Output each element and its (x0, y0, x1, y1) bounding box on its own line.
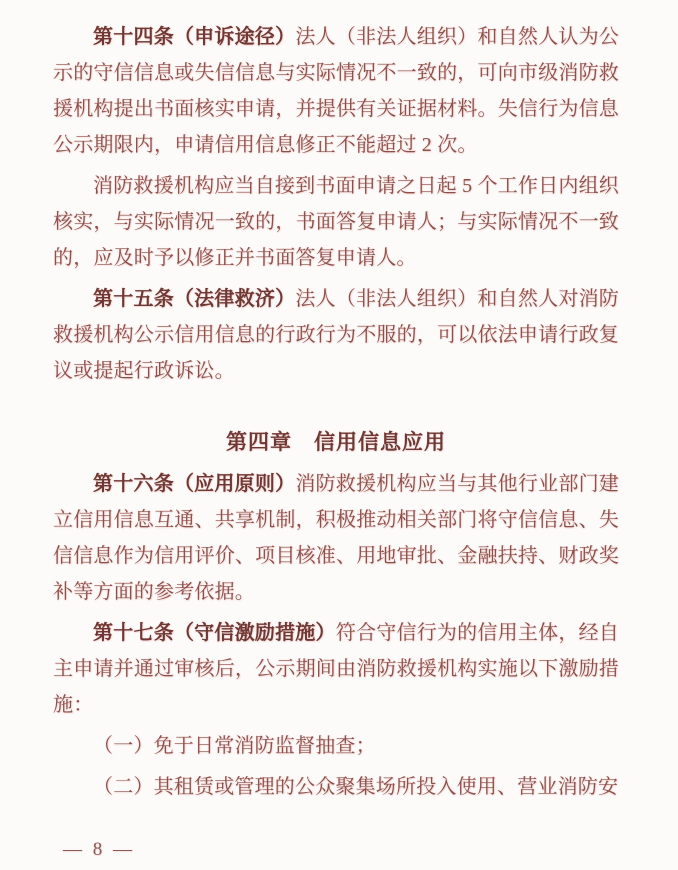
article-14-number: 第十四条（申诉途径） (93, 26, 296, 48)
chapter-4-heading: 第四章 信用信息应用 (226, 431, 446, 454)
article-14-paragraph (53, 19, 619, 163)
article-14-body: 法人（非法人组织）和自然人认为公示的守信信息或失信信息与实际情况不一致的，可向市级消防救援机构提出书面核实申请，并提供有关证据材料。失信行为信息公示期限内，申请信用信息修正不能超过 2 次。 (53, 26, 620, 156)
list-item-2-text: （二）其租赁或管理的公众聚集场所投入使用、营业消防安 (93, 776, 619, 798)
article-15-number: 第十五条（法律救济） (93, 288, 296, 310)
article-16-paragraph (53, 466, 619, 610)
article-15-body: 法人（非法人组织）和自然人对消防救援机构公示信用信息的行政行为不服的，可以依法申请行政复议或提起行政诉讼。 (53, 288, 620, 382)
article-16-number: 第十六条（应用原则） (93, 473, 296, 495)
list-item-1 (53, 728, 619, 764)
page-number: — 8 — (63, 839, 135, 860)
article-17-paragraph (53, 615, 619, 723)
article-17-body: 符合守信行为的信用主体，经自主申请并通过审核后，公示期间由消防救援机构实施以下激励措施： (53, 622, 619, 716)
list-item-1-text: （一）免于日常消防监督抽查； (93, 735, 376, 757)
article-16-body: 消防救援机构应当与其他行业部门建立信用信息互通、共享机制，积极推动相关部门将守信信息、失信信息作为信用评价、项目核准、用地审批、金融扶持、财政奖补等方面的参考依据。 (53, 473, 620, 603)
article-17-number: 第十七条（守信激励措施） (93, 622, 336, 644)
article-14-second-paragraph (53, 168, 619, 276)
list-item-2 (53, 769, 619, 805)
document-text-block (53, 19, 619, 810)
article-15-paragraph (53, 281, 619, 389)
article-14-second-body: 消防救援机构应当自接到书面申请之日起 5 个工作日内组织核实，与实际情况一致的，书面答复申请人；与实际情况不一致的，应及时予以修正并书面答复申请人。 (53, 175, 619, 269)
